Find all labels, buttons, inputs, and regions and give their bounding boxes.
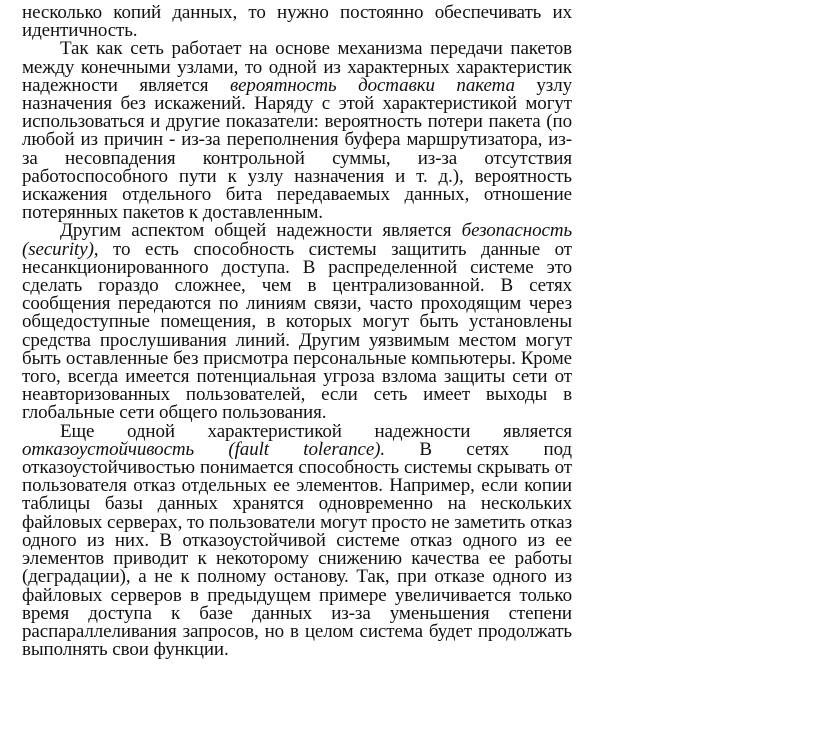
- paragraph-text: несколько копий данных, то нужно постоянно обеспечивать их идентичность.: [22, 2, 572, 42]
- paragraph-continuation: [22, 4, 572, 40]
- paragraph-text-before: Так как сеть работает на основе механизма передачи пакетов между конечными узлами, то одной из характерных характеристик надежности является: [22, 38, 572, 96]
- paragraph-text-after: В сетях под отказоустойчивостью понимается способность системы скрывать от пользователя отказ отдельных ее элементов. Например, если копии таблицы базы данных хранятся одновременно на нескольких файловых серверах, то пользователи могут просто не заметить отказ одного из них. В отказоустойчивой системе отказ одного из ее элементов приводит к некоторому снижению качества ее работы (деградации), а не к полному останову. Так, при отказе одного из файловых серверов в предыдущем примере увеличивается только время доступа к базе данных из-за уменьшения степени распараллеливания запросов, но в целом система будет продолжать выполнять свои функции.: [22, 438, 572, 661]
- paragraph-text-after: то есть способность системы защитить данные от несанкционированного доступа. В распределенной системе это сделать гораздо сложнее, чем в централизованной. В сетях сообщения передаются по линиям связи, часто проходящим через общедоступные помещения, в которых могут быть установлены средства прослушивания линий. Другим уязвимым местом могут быть оставленные без присмотра персональные компьютеры. Кроме того, всегда имеется потенциальная угроза взлома защиты сети от неавторизованных пользователей, если сеть имеет выходы в глобальные сети общего пользования.: [22, 238, 572, 424]
- paragraph-text-before: Еще одной характеристикой надежности является: [60, 420, 572, 442]
- document-page: [22, 4, 572, 659]
- term-fault-tolerance: отказоустойчивость (fault tolerance).: [22, 438, 386, 460]
- paragraph-text-before: Другим аспектом общей надежности является: [60, 220, 462, 242]
- paragraph-text-after: узлу назначения без искажений. Наряду с этой характеристикой могут использоваться и другие показатели: вероятность потери пакета (по любой из причин - из-за переполнения буфера маршрутизатора, из- за несовпадения контрольной суммы, из-за отсутствия работоспособного пути к узлу назначения и т. д.), вероятность искажения отдельного бита передаваемых данных, отношение потерянных пакетов к доставленным.: [22, 74, 572, 224]
- paragraph-security: [22, 222, 572, 422]
- paragraph-fault-tolerance: [22, 420, 572, 661]
- term-security: безопасность (security),: [22, 220, 572, 260]
- term-delivery-probability: вероятность доставки пакета: [229, 74, 515, 96]
- paragraph-delivery-probability: [22, 40, 572, 222]
